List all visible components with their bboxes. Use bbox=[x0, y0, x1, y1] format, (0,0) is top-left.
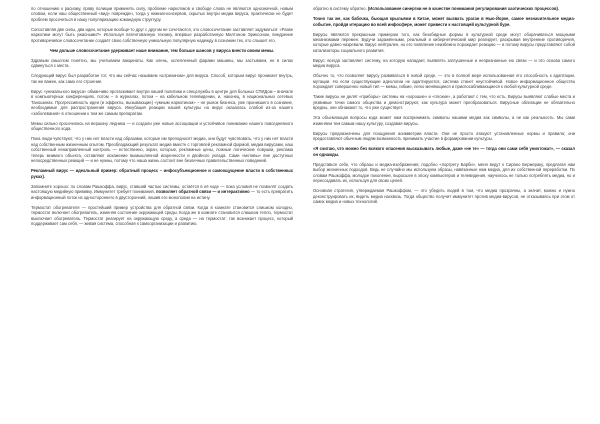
right-paragraph-1 bbox=[313, 6, 575, 11]
right-paragraph-8: Вирусы предназначены для поощрения асимметрии власти. Они не просто атакуют установленные нормы и правила; они предоставляют обычным людям возможность принимать участие в формировании культуры. bbox=[313, 130, 575, 142]
left-centered-heading: Чем дольше словосочетание удерживает наше внимание, тем больше шансов у вируса внести своим мемы. bbox=[49, 47, 275, 53]
left-p10-text-b: — то есть превратить информационный поток из одностороннего в двусторонний, лишив его монополии на истину. bbox=[31, 189, 293, 200]
left-paragraph-7: Мемы сильно просочились на вершину ледника — и создали уже новые ассоциации и устойчивое понимание нашего повседневного общественного кода. bbox=[31, 120, 293, 132]
left-column bbox=[31, 6, 293, 231]
right-bold-quote: «Я считаю, что можно без всякого опасения высказывать любые, даже «не те» — тогда они сами себя уничтожат», — сказал он однажды. bbox=[313, 146, 575, 157]
right-paragraph-11: Основная стратегия, утверждаемая Рашкоффом, — это убедить людей в том, что медиа прозрачны, а значит, можно и нужно деконструировать их, видеть медиа насквозь. Тогда общество получит иммунитет против медиа-вирусов, не отказываясь при этом от самих медиа и новых технологий. bbox=[313, 188, 575, 205]
right-paragraph-7: Эта объемлющая вопросы кода может нам воспринимать символы нашими медиа как символы, а не как реальность. Мы сами изменяем тем самым нашу культуру, создавая вирусы. bbox=[313, 115, 575, 126]
left-p10-bold: позволяет обратной связи — и интерактивно bbox=[156, 189, 250, 195]
left-p10-text-a: Запомните хорошо: по словам Рашкоффа, вирус, ставший частью системы, остаётся в её коде — пока условия не позволят создать настоящую медийную прививку. Иммунитет требует понимания, bbox=[31, 183, 293, 195]
left-paragraph-11: Термостат обогревателя — простейший пример устройства для обратной связи. Когда в комнате становится слишком холодно, термостат включает обогреватель, изменяя состояние окружающей среды. Когда же в комнате становится слишком тепло, термостат выключает обогреватель. Термостат реагирует на окружающую среду, а среда — на термостат: так возникает процесс, который поддерживает сам себя, — живая система, способная к самоорганизации и развитию. bbox=[31, 204, 293, 226]
right-column bbox=[313, 6, 575, 209]
right-bold-paragraph-2: Точно так же, как бабочка, бьющая крыльями в Китае, может вызвать ураган в Нью-Йорке, самое незначительное медиа-событие, пройдя итерацию во всей инфосфере, может привести к настоящей культурной буре. bbox=[313, 16, 575, 27]
left-paragraph-10 bbox=[31, 184, 293, 200]
right-p1-text: обратно в систему обратно. bbox=[313, 6, 368, 11]
left-paragraph-8: Пока люди чувствуют, что у них нет власти над образами, которые им преподносят медиа, они будут чувствовать, что у них нет власти над собственным жизненным опытом. Преобладающий результат медиа вместе с торговлей рекламной формой, медиа вирусами, наш собственный ненаправленный контроль — естественно, экран, которые, рекламные цены, ложные логические ловушки, реклама теперь мнимого объекта, оставляют искажение вымышленной искренности и двойного уклада. Сами «мотивы» вне доступных непосредственных реакций — и не нужны, потому что наша жизнь состоит вне безличных правительственных поведений. bbox=[31, 136, 293, 164]
left-paragraph-2: Сопоставляя две силы, два идеи, которые вообще-то друг с другом не сочетаются, это словосочетание заставляет задуматься: «Разве наркотики могут быть ужасными?» Используя патентованную технику, впервые разработанную Милтоном Эриксоном, внедрение противоречивое словосочетание создаёт свою собственную уникальную популярную надежду в сознании тех, кто слышит его. bbox=[31, 26, 293, 43]
left-paragraph-4: Здравым смыслом понятно, мы учитываем вакцинаты. Как олень, ослепленный фарами машины, мы застываем, не в силах сдвинуться с места. bbox=[31, 57, 293, 69]
right-p1-bold: (Использование синергии не в качестве понимания регулирования хаотических процессов). bbox=[367, 6, 560, 11]
right-paragraph-6: Такие вирусы не делят «приборы» системы на «хорошие» и «плохие», а работают с тем, что есть. Вирусы выявляют слабые места и уязвимые точки самого общества и демонстрируют, как культура может преобразоваться. Вирусные облигации не обязательно вредны, они обнажают то, что уже существует. bbox=[313, 94, 575, 111]
right-paragraph-4: Вирус: всегда заставляет систему, на которую нападает, выявлять заглушенные и непризнанные ею связи — и это основа самого медиа вируса. bbox=[313, 57, 575, 69]
left-bold-paragraph: Рекламный вирус — идеальный пример: обратный процесс – инфосубъекционное и самоощущение власти в собственных руках). bbox=[31, 168, 293, 179]
right-paragraph-3: Вирусы являются прекрасным примером того, как безобидные формы в культурной среде могут оборачиваться мощными механизмами перемен. Будучи заражёнными, реальный и кибернетический мир реагирует, раскрывая внутренние противоречия, которые давно назревали. Вирус нейтрален, но его появление неизбежно порождает реакцию — и потому вирусы представляют собой катализаторы социального развития. bbox=[313, 31, 575, 53]
left-paragraph-6: Вирус «уникального вируса» обманчиво протаскивает внутри нашей политики и спецслужбы в центре для больных СПИДом – вначале в компьютерных конференциях, потом – в журналах, потом – на кабельном телевидении, и, наконец, в национальных сетевых Таношинах. Прогрессивность идеи (и эффекты, вызывающие) «умным наркотиком» – не рынок бизнеса, уже проникшего в сознание, необходимые для распространения вируса. Инкубация реакции нашей культуры на вирус оказалась слабой из-за нашего «заболевания» в отношении к тем же самым препаратам. bbox=[31, 88, 293, 116]
right-paragraph-10: Представьте себе, что образы и медиа-изображения, подобно «портрету Барби», меня ведут к Сирано Бержераку, предлагая нам выбор жизненных подходов. Ведь не случайно мы используем образы, навязанные нам медиа, для их собственной переработки. По словам Рашкоффа, молодое поколение, выросшее в эпоху компьютеров и телевидения, научилось не только потреблять медиа, но и пересоздавать их, используя для своих целей. bbox=[313, 161, 575, 184]
left-paragraph-5: Следующий вирус был разработан тот, что мы сейчас называем «штрихином» для вируса. Способ, которым вирус проникает внутрь, так же важен, как само его строение. bbox=[31, 73, 293, 84]
left-paragraph-1: по отношению к расизму, праву полиции применять силу, проблеме наркотиков и свободе слова не являются однозначной, новым словом, если наш общественный «вид» поврежден, тогда у нижних-консервов, скрытых внутри медиа вируса, практически не будет проблем просочиться в нашу популяризацию командную структуру. bbox=[31, 6, 293, 22]
right-paragraph-5: Обычно то, что позволяет вирусу развиваться в новой среде, — это в полной мере использованная его способность к адаптации, мутации. Но если существующие идеологии не адаптируются, система станет неустойчивой. Новое информационное общество порождает совершенно новый тип — мемы, гибкие, легко меняющиеся и приспосабливающиеся к любой культурной среде. bbox=[313, 73, 575, 90]
